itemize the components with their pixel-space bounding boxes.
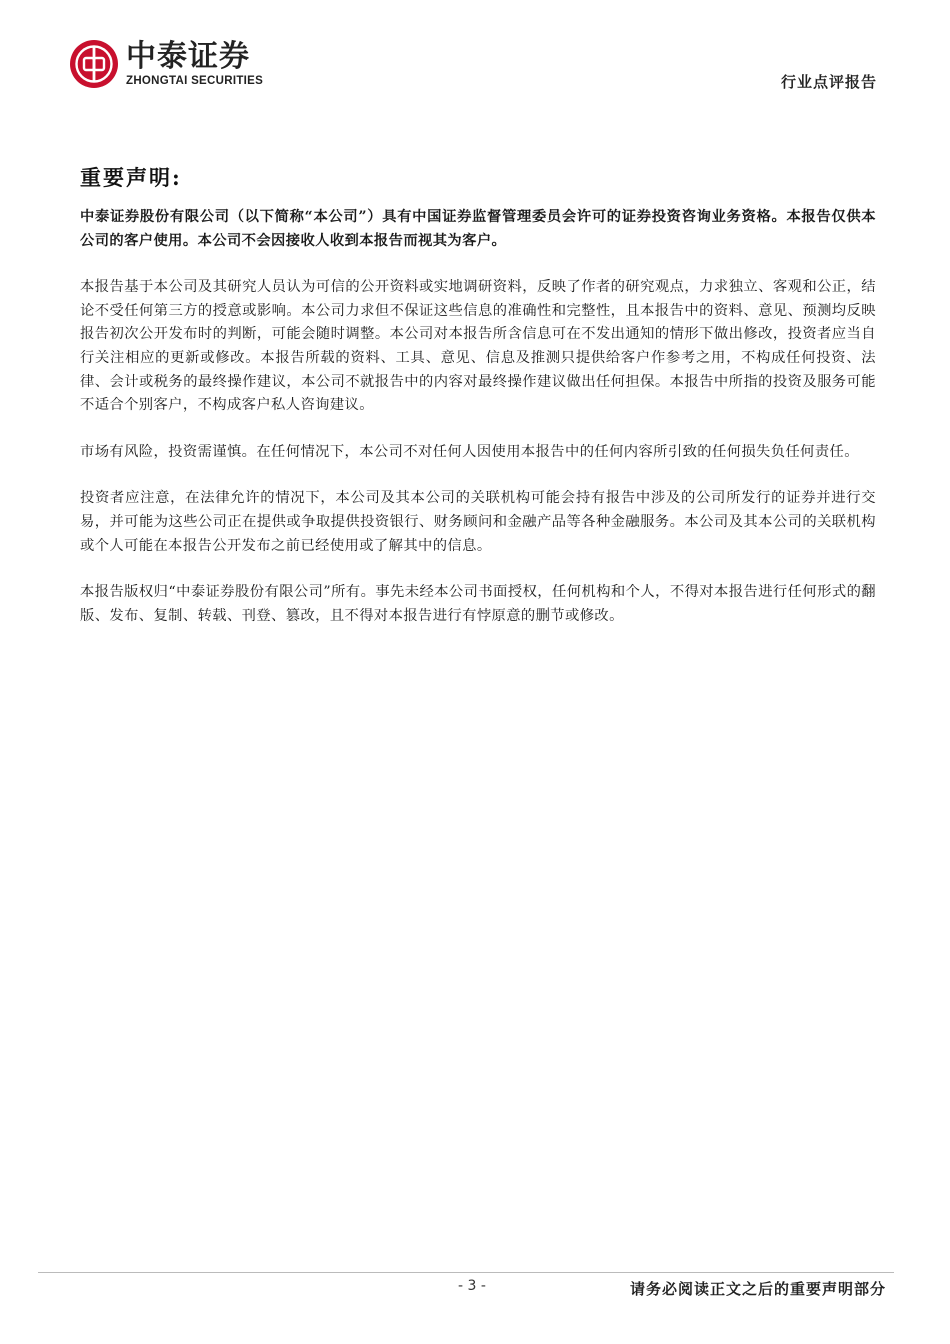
disclaimer-paragraph-conflict: 投资者应注意，在法律允许的情况下，本公司及其本公司的关联机构可能会持有报告中涉及的公司所发行的证券并进行交易，并可能为这些公司正在提供或争取提供投资银行、财务顾问和金融产品等各种金融服务。本公司及其本公司的关联机构或个人可能在本报告公开发布之前已经使用或了解其中的信息。 xyxy=(80,490,876,554)
zhongtai-logo-icon xyxy=(68,38,120,90)
disclaimer-paragraph-risk: 市场有风险，投资需谨慎。在任何情况下，本公司不对任何人因使用本报告中的任何内容所引致的任何损失负任何责任。 xyxy=(80,443,859,460)
disclaimer-section xyxy=(80,162,876,651)
footer-note: 请务必阅读正文之后的重要声明部分 xyxy=(629,1280,886,1298)
section-title: 重要声明: xyxy=(80,165,182,190)
disclaimer-paragraph-basis: 本报告基于本公司及其研究人员认为可信的公开资料或实地调研资料，反映了作者的研究观点，力求独立、客观和公正，结论不受任何第三方的授意或影响。本公司力求但不保证这些信息的准确性和完整性，且本报告中的资料、意见、预测均反映报告初次公开发布时的判断，可能会随时调整。本公司对本报告所含信息可在不发出通知的情形下做出修改，投资者应当自行关注相应的更新或修改。本报告所载的资料、工具、意见、信息及推测只提供给客户作参考之用，不构成任何投资、法律、会计或税务的最终操作建议，本公司不就报告中的内容对最终操作建议做出任何担保。本报告中所指的投资及服务可能不适合个别客户，不构成客户私人咨询建议。 xyxy=(80,279,876,414)
disclaimer-paragraph-copyright: 本报告版权归“中泰证券股份有限公司”所有。事先未经本公司书面授权，任何机构和个人，不得对本报告进行任何形式的翻版、发布、复制、转载、刊登、篡改，且不得对本报告进行有悖原意的删节或修改。 xyxy=(80,584,876,624)
report-type-label: 行业点评报告 xyxy=(780,73,877,91)
page-number: - 3 - xyxy=(458,1278,486,1294)
footer-divider xyxy=(38,1272,894,1273)
company-logo xyxy=(68,38,263,90)
disclaimer-paragraph-qualification: 中泰证券股份有限公司（以下简称“本公司”）具有中国证券监督管理委员会许可的证券投资咨询业务资格。本报告仅供本公司的客户使用。本公司不会因接收人收到本报告而视其为客户。 xyxy=(80,209,876,249)
logo-chinese-name: 中泰证券 xyxy=(126,39,250,74)
logo-english-name: ZHONGTAI SECURITIES xyxy=(126,75,264,87)
